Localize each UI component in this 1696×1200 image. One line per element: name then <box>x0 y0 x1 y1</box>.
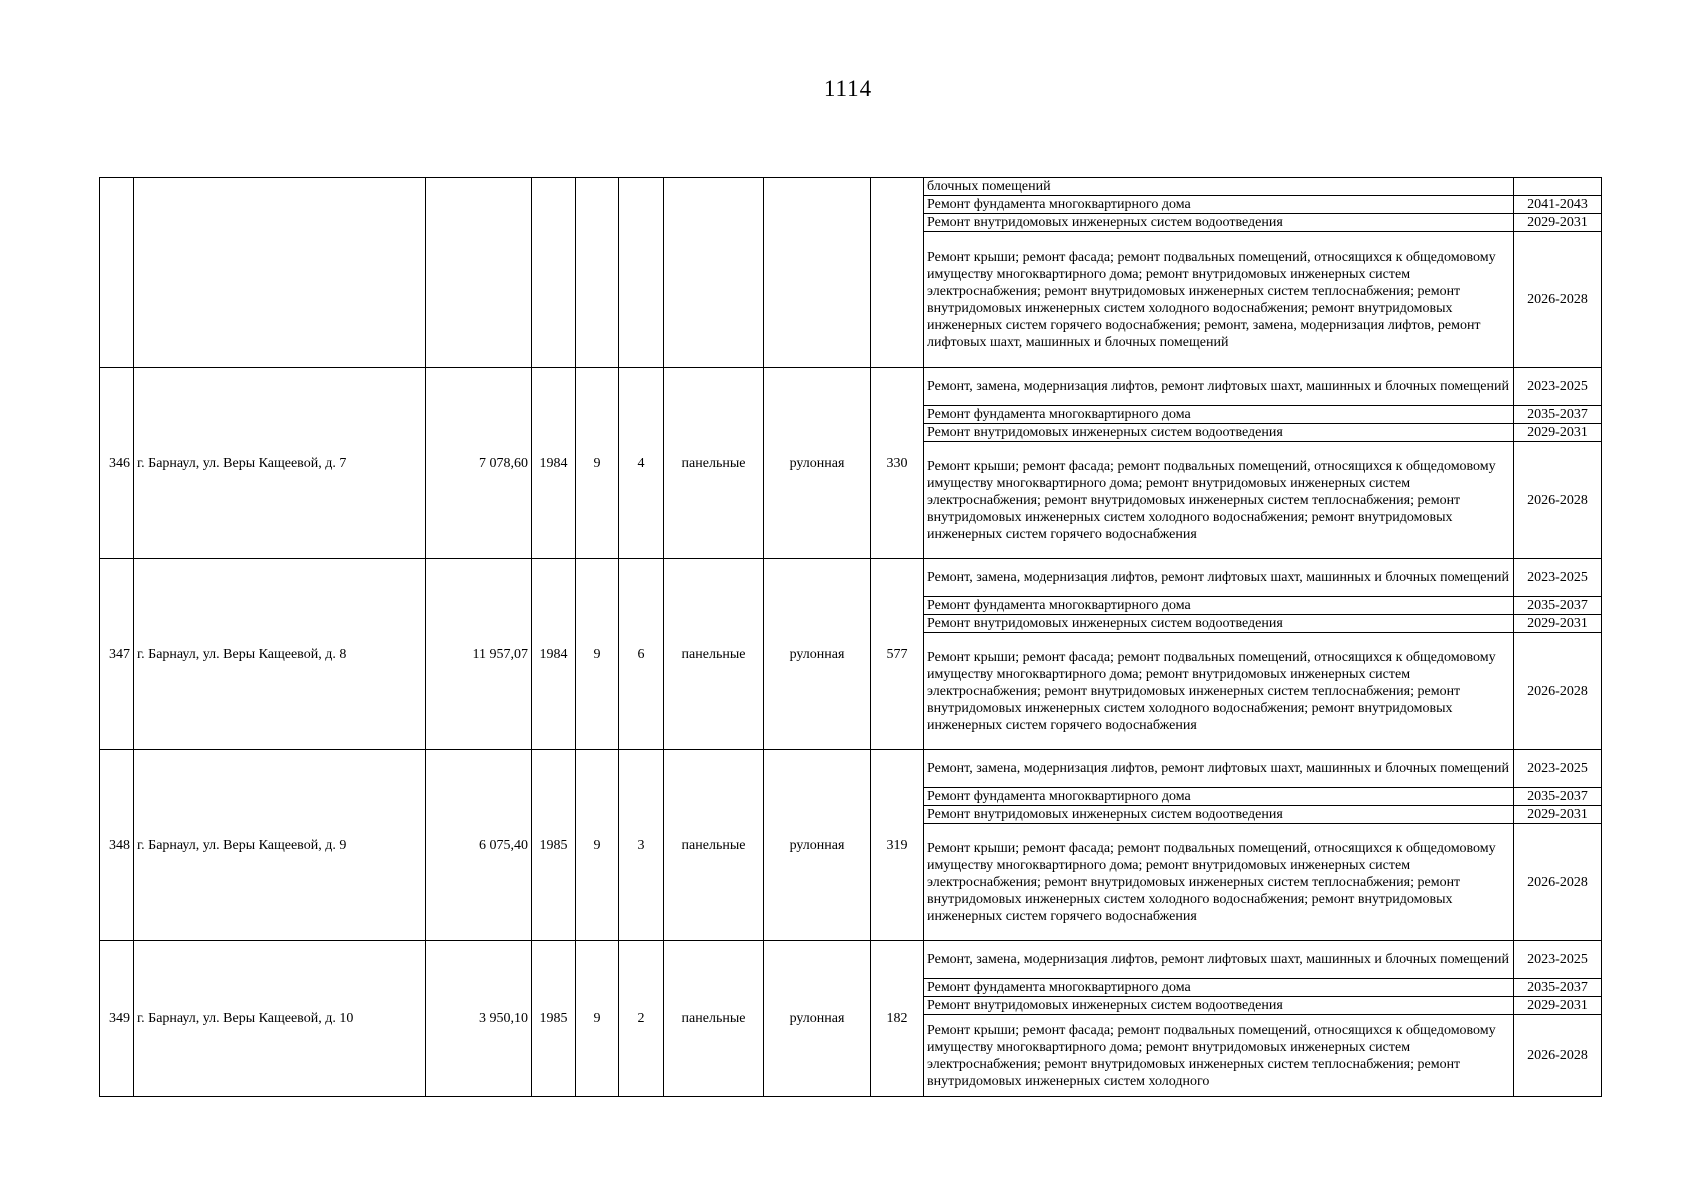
period-cell: 2023-2025 <box>1514 941 1602 979</box>
work-cell: Ремонт внутридомовых инженерных систем водоотведения <box>924 806 1514 824</box>
roof-cell: рулонная <box>764 559 871 750</box>
period-cell: 2029-2031 <box>1514 997 1602 1015</box>
floors-cell: 9 <box>576 941 619 1097</box>
period-cell: 2029-2031 <box>1514 806 1602 824</box>
num-cell: 349 <box>100 941 134 1097</box>
work-cell: Ремонт крыши; ремонт фасада; ремонт подвальных помещений, относящихся к общедомовому имуществу многоквартирного дома; ремонт внутридомовых инженерных систем электроснабжения; ремонт внутридомовых инженерных систем теплоснабжения; ремонт внутридомовых инженерных систем холодного водоснабжения; ремонт внутридомовых инженерных систем горячего водоснабжения <box>924 824 1514 941</box>
table-row <box>100 178 1602 196</box>
work-cell: Ремонт крыши; ремонт фасада; ремонт подвальных помещений, относящихся к общедомовому имуществу многоквартирного дома; ремонт внутридомовых инженерных систем электроснабжения; ремонт внутридомовых инженерных систем теплоснабжения; ремонт внутридомовых инженерных систем холодного <box>924 1015 1514 1097</box>
floors-cell: 9 <box>576 368 619 559</box>
area-cell: 11 957,07 <box>426 559 532 750</box>
area-cell: 7 078,60 <box>426 368 532 559</box>
period-cell: 2026-2028 <box>1514 442 1602 559</box>
floors-cell: 9 <box>576 750 619 941</box>
roof-cell: рулонная <box>764 368 871 559</box>
period-cell: 2023-2025 <box>1514 559 1602 597</box>
work-cell: Ремонт, замена, модернизация лифтов, ремонт лифтовых шахт, машинных и блочных помещений <box>924 368 1514 406</box>
repair-schedule-table <box>99 177 1602 1097</box>
work-cell: Ремонт, замена, модернизация лифтов, ремонт лифтовых шахт, машинных и блочных помещений <box>924 941 1514 979</box>
table-row <box>100 750 1602 788</box>
floors-cell <box>576 178 619 368</box>
num-cell: 348 <box>100 750 134 941</box>
address-cell: г. Барнаул, ул. Веры Кащеевой, д. 8 <box>134 559 426 750</box>
period-cell: 2029-2031 <box>1514 424 1602 442</box>
year-cell: 1984 <box>532 559 576 750</box>
period-cell: 2029-2031 <box>1514 615 1602 633</box>
work-cell: Ремонт крыши; ремонт фасада; ремонт подвальных помещений, относящихся к общедомовому имуществу многоквартирного дома; ремонт внутридомовых инженерных систем электроснабжения; ремонт внутридомовых инженерных систем теплоснабжения; ремонт внутридомовых инженерных систем холодного водоснабжения; ремонт внутридомовых инженерных систем горячего водоснабжения <box>924 633 1514 750</box>
num-cell: 346 <box>100 368 134 559</box>
period-cell: 2026-2028 <box>1514 824 1602 941</box>
walls-cell: панельные <box>664 368 764 559</box>
period-cell: 2026-2028 <box>1514 232 1602 368</box>
work-cell: Ремонт внутридомовых инженерных систем водоотведения <box>924 214 1514 232</box>
roof-cell: рулонная <box>764 941 871 1097</box>
entrances-cell: 2 <box>619 941 664 1097</box>
work-cell: Ремонт фундамента многоквартирного дома <box>924 406 1514 424</box>
period-cell: 2035-2037 <box>1514 406 1602 424</box>
period-cell <box>1514 178 1602 196</box>
entrances-cell <box>619 178 664 368</box>
num-cell: 347 <box>100 559 134 750</box>
area-cell: 6 075,40 <box>426 750 532 941</box>
work-cell: Ремонт фундамента многоквартирного дома <box>924 979 1514 997</box>
work-cell: Ремонт крыши; ремонт фасада; ремонт подвальных помещений, относящихся к общедомовому имуществу многоквартирного дома; ремонт внутридомовых инженерных систем электроснабжения; ремонт внутридомовых инженерных систем теплоснабжения; ремонт внутридомовых инженерных систем холодного водоснабжения; ремонт внутридомовых инженерных систем горячего водоснабжения; ремонт, замена, модернизация лифтов, ремонт лифтовых шахт, машинных и блочных помещений <box>924 232 1514 368</box>
walls-cell: панельные <box>664 941 764 1097</box>
work-cell: Ремонт внутридомовых инженерных систем водоотведения <box>924 615 1514 633</box>
table-row <box>100 559 1602 597</box>
work-cell: Ремонт, замена, модернизация лифтов, ремонт лифтовых шахт, машинных и блочных помещений <box>924 750 1514 788</box>
period-cell: 2026-2028 <box>1514 1015 1602 1097</box>
residents-cell: 319 <box>871 750 924 941</box>
period-cell: 2035-2037 <box>1514 597 1602 615</box>
period-cell: 2023-2025 <box>1514 368 1602 406</box>
page-number: 1114 <box>823 76 873 101</box>
residents-cell: 182 <box>871 941 924 1097</box>
work-cell: Ремонт крыши; ремонт фасада; ремонт подвальных помещений, относящихся к общедомовому имуществу многоквартирного дома; ремонт внутридомовых инженерных систем электроснабжения; ремонт внутридомовых инженерных систем теплоснабжения; ремонт внутридомовых инженерных систем холодного водоснабжения; ремонт внутридомовых инженерных систем горячего водоснабжения <box>924 442 1514 559</box>
period-cell: 2029-2031 <box>1514 214 1602 232</box>
work-cell: Ремонт фундамента многоквартирного дома <box>924 788 1514 806</box>
walls-cell: панельные <box>664 559 764 750</box>
period-cell: 2026-2028 <box>1514 633 1602 750</box>
address-cell: г. Барнаул, ул. Веры Кащеевой, д. 9 <box>134 750 426 941</box>
roof-cell: рулонная <box>764 750 871 941</box>
period-cell: 2035-2037 <box>1514 979 1602 997</box>
table-row <box>100 941 1602 979</box>
residents-cell: 330 <box>871 368 924 559</box>
area-cell: 3 950,10 <box>426 941 532 1097</box>
period-cell: 2023-2025 <box>1514 750 1602 788</box>
walls-cell <box>664 178 764 368</box>
address-cell <box>134 178 426 368</box>
year-cell: 1984 <box>532 368 576 559</box>
floors-cell: 9 <box>576 559 619 750</box>
area-cell <box>426 178 532 368</box>
year-cell: 1985 <box>532 750 576 941</box>
work-cell: Ремонт, замена, модернизация лифтов, ремонт лифтовых шахт, машинных и блочных помещений <box>924 559 1514 597</box>
roof-cell <box>764 178 871 368</box>
address-cell: г. Барнаул, ул. Веры Кащеевой, д. 10 <box>134 941 426 1097</box>
work-cell: Ремонт внутридомовых инженерных систем водоотведения <box>924 424 1514 442</box>
year-cell: 1985 <box>532 941 576 1097</box>
residents-cell: 577 <box>871 559 924 750</box>
period-cell: 2041-2043 <box>1514 196 1602 214</box>
entrances-cell: 3 <box>619 750 664 941</box>
year-cell <box>532 178 576 368</box>
walls-cell: панельные <box>664 750 764 941</box>
period-cell: 2035-2037 <box>1514 788 1602 806</box>
address-cell: г. Барнаул, ул. Веры Кащеевой, д. 7 <box>134 368 426 559</box>
work-cell: Ремонт фундамента многоквартирного дома <box>924 196 1514 214</box>
table-row <box>100 368 1602 406</box>
num-cell <box>100 178 134 368</box>
entrances-cell: 6 <box>619 559 664 750</box>
entrances-cell: 4 <box>619 368 664 559</box>
work-cell: блочных помещений <box>924 178 1514 196</box>
work-cell: Ремонт внутридомовых инженерных систем водоотведения <box>924 997 1514 1015</box>
residents-cell <box>871 178 924 368</box>
work-cell: Ремонт фундамента многоквартирного дома <box>924 597 1514 615</box>
